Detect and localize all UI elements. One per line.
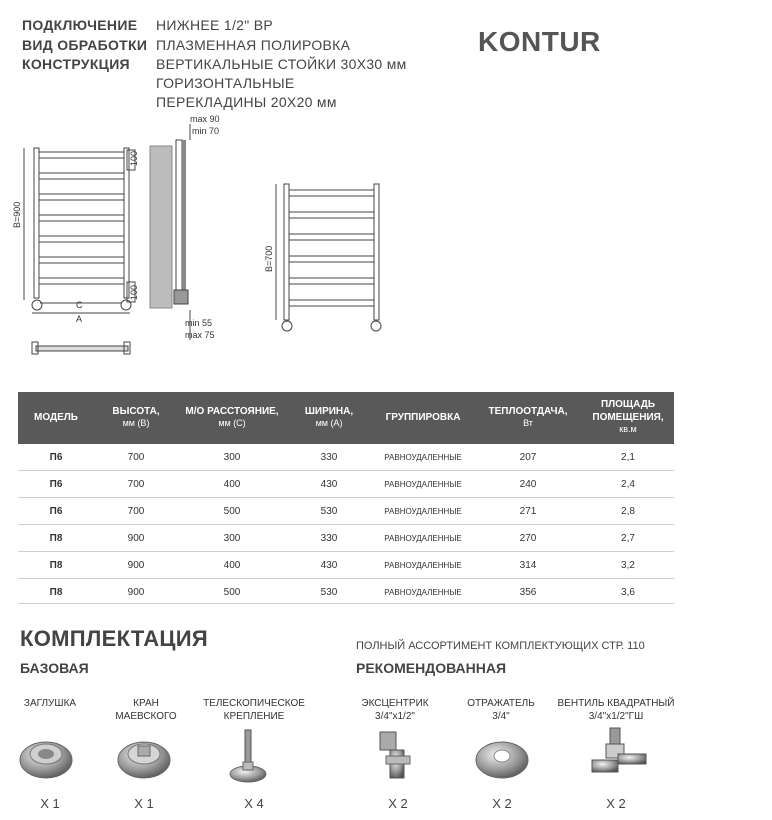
- header-center-distance: М/О РАССТОЯНИЕ, мм (С): [178, 392, 286, 444]
- cell-model: П8: [18, 525, 94, 552]
- cell-grouping: РАВНОУДАЛЕННЫЕ: [372, 498, 474, 525]
- construction-value-2: ГОРИЗОНТАЛЬНЫЕ: [156, 75, 295, 91]
- construction-value-1: ВЕРТИКАЛЬНЫЕ СТОЙКИ 30Х30 мм: [156, 56, 407, 72]
- kit-title: КОМПЛЕКТАЦИЯ: [20, 626, 209, 651]
- telescopic-mount-icon: [226, 728, 270, 788]
- technical-drawing: [0, 110, 420, 370]
- cell-height: 700: [94, 444, 178, 471]
- connection-label: ПОДКЛЮЧЕНИЕ: [22, 17, 138, 33]
- eccentric-label: ЭКСЦЕНТРИК 3/4"х1/2": [361, 698, 429, 722]
- header-room-area: ПЛОЩАДЬ ПОМЕЩЕНИЯ, кв.м: [582, 392, 674, 444]
- cell-center-distance: 300: [178, 444, 286, 471]
- header-grouping: ГРУППИРОВКА: [372, 392, 474, 444]
- basic-kit-title: БАЗОВАЯ: [20, 660, 89, 676]
- max90-label: max 90: [190, 114, 220, 124]
- cell-center-distance: 300: [178, 525, 286, 552]
- telescopic-mount-label: ТЕЛЕСКОПИЧЕСКОЕ КРЕПЛЕНИЕ: [203, 698, 305, 722]
- cell-room-area: 2,4: [582, 471, 674, 498]
- construction-value-3: ПЕРЕКЛАДИНЫ 20Х20 мм: [156, 94, 337, 110]
- cell-model: П8: [49, 586, 63, 598]
- plug-label: ЗАГЛУШКА: [23, 698, 77, 709]
- cell-grouping: РАВНОУДАЛЕННЫЕ: [372, 471, 474, 498]
- header-heat-output: ТЕПЛООТДАЧА, Вт: [474, 392, 582, 444]
- cell-model: П6: [18, 444, 94, 471]
- mayevsky-valve-label: КРАН МАЕВСКОГО: [115, 698, 177, 722]
- top-view: [32, 342, 130, 354]
- dim-100-top: 100: [129, 150, 139, 166]
- cell-width: 430: [286, 471, 372, 498]
- reflector-icon: [474, 736, 530, 782]
- cell-model: П6: [18, 471, 94, 498]
- cell-heat-output: 240: [474, 471, 582, 498]
- cell-height: 900: [127, 586, 145, 598]
- mayevsky-valve-qty: Х 1: [134, 796, 154, 811]
- eccentric-qty: Х 2: [388, 796, 408, 811]
- eccentric-icon: [370, 726, 426, 786]
- header-model: МОДЕЛЬ: [18, 392, 94, 444]
- dim-100-bottom: 100: [129, 284, 139, 300]
- construction-label: КОНСТРУКЦИЯ: [22, 56, 130, 72]
- plug-icon: [16, 730, 76, 782]
- mayevsky-valve-icon: [114, 730, 174, 782]
- front-view-700: [276, 184, 381, 331]
- cell-center-distance: 400: [178, 471, 286, 498]
- front-view-900: [24, 148, 135, 313]
- height-700-label: B=700: [264, 245, 274, 272]
- header-width: ШИРИНА, мм (А): [286, 392, 372, 444]
- table-row: [18, 471, 674, 498]
- telescopic-mount-qty: Х 4: [244, 796, 264, 811]
- cell-center-distance: 500: [178, 498, 286, 525]
- cell-width: 530: [320, 586, 338, 598]
- reflector-label: ОТРАЖАТЕЛЬ 3/4": [467, 698, 535, 722]
- cell-heat-output: 271: [474, 498, 582, 525]
- cell-center-distance: 500: [223, 586, 241, 598]
- brand-title: KONTUR: [478, 26, 601, 57]
- table-row: [18, 525, 674, 552]
- table-row: [18, 579, 674, 606]
- recommended-kit-title: РЕКОМЕНДОВАННАЯ: [356, 660, 507, 676]
- header-height: ВЫСОТА, мм (В): [94, 392, 178, 444]
- cell-heat-output: 356: [519, 586, 537, 598]
- spec-table: [18, 392, 674, 605]
- cell-center-distance: 400: [178, 552, 286, 579]
- connection-value: НИЖНЕЕ 1/2" ВР: [156, 17, 273, 33]
- table-bottom-rule: [18, 603, 674, 604]
- square-valve-label: ВЕНТИЛЬ КВАДРАТНЫЙ 3/4"х1/2"ГШ: [557, 698, 675, 722]
- cell-heat-output: 207: [474, 444, 582, 471]
- cell-width: 330: [286, 525, 372, 552]
- accessories-note: ПОЛНЫЙ АССОРТИМЕНТ КОМПЛЕКТУЮЩИХ СТР. 110: [356, 640, 645, 652]
- side-view: [150, 124, 190, 340]
- min70-label: min 70: [192, 126, 220, 136]
- cell-width: 530: [286, 498, 372, 525]
- cell-room-area: 2,1: [582, 444, 674, 471]
- cell-room-area: 3,6: [621, 586, 635, 598]
- square-valve-icon: [588, 724, 652, 786]
- table-header-row: [18, 392, 674, 444]
- cell-height: 700: [94, 471, 178, 498]
- square-valve-qty: Х 2: [606, 796, 626, 811]
- table-row: [18, 552, 674, 579]
- dim-a-label: A: [76, 314, 83, 324]
- cell-room-area: 3,2: [582, 552, 674, 579]
- cell-model: П6: [18, 498, 94, 525]
- finish-label: ВИД ОБРАБОТКИ: [22, 37, 148, 53]
- cell-width: 330: [286, 444, 372, 471]
- cell-height: 700: [94, 498, 178, 525]
- finish-value: ПЛАЗМЕННАЯ ПОЛИРОВКА: [156, 37, 351, 53]
- cell-heat-output: 314: [474, 552, 582, 579]
- height-900-label: B=900: [12, 201, 22, 228]
- cell-width: 430: [286, 552, 372, 579]
- reflector-qty: Х 2: [492, 796, 512, 811]
- cell-grouping: РАВНОУДАЛЕННЫЕ: [372, 444, 474, 471]
- cell-heat-output: 270: [474, 525, 582, 552]
- table-row: [18, 444, 674, 471]
- min55-label: min 55: [185, 318, 213, 328]
- cell-room-area: 2,7: [582, 525, 674, 552]
- cell-model: П8: [18, 552, 94, 579]
- max75-label: max 75: [185, 330, 215, 340]
- cell-height: 900: [94, 552, 178, 579]
- cell-room-area: 2,8: [582, 498, 674, 525]
- dim-c-label: C: [76, 300, 83, 310]
- cell-height: 900: [94, 525, 178, 552]
- plug-qty: Х 1: [40, 796, 60, 811]
- cell-grouping: РАВНОУДАЛЕННЫЕ: [372, 552, 474, 579]
- table-row: [18, 498, 674, 525]
- cell-grouping: РАВНОУДАЛЕННЫЕ: [384, 587, 462, 597]
- cell-grouping: РАВНОУДАЛЕННЫЕ: [372, 525, 474, 552]
